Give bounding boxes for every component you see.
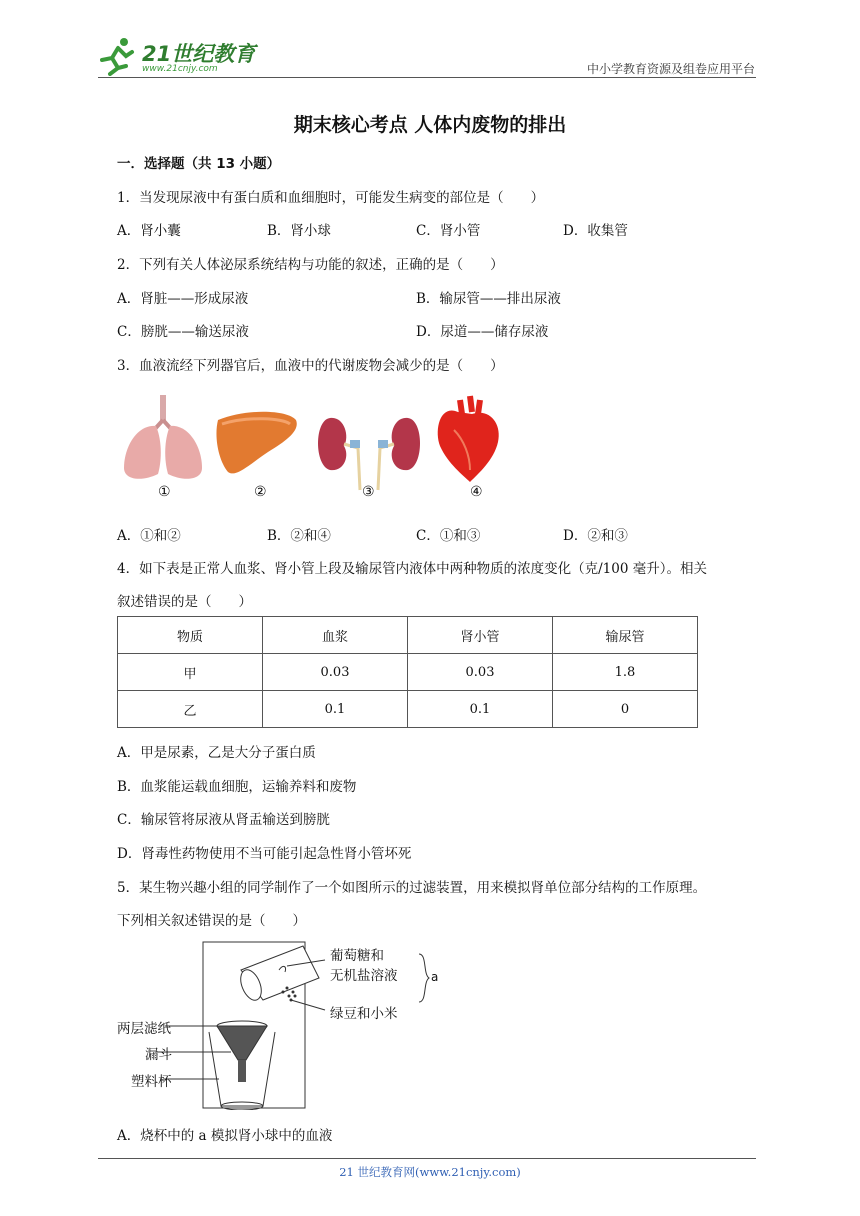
lungs-icon — [124, 395, 202, 479]
label-plastic-cup: 塑料杯 — [131, 1074, 172, 1090]
table-cell: 0.1 — [263, 691, 408, 728]
label-a: a — [431, 970, 439, 984]
table-cell: 0.1 — [408, 691, 553, 728]
liver-icon — [216, 412, 296, 474]
question-1-stem: 1．当发现尿液中有蛋白质和血细胞时，可能发生病变的部位是（ ） — [117, 190, 545, 206]
table-cell: 0.03 — [263, 654, 408, 691]
q3-option-c: C．①和③ — [416, 528, 481, 544]
q2-option-a: A．肾脏——形成尿液 — [117, 291, 249, 307]
heart-icon — [438, 396, 499, 482]
logo-text: 21世纪教育 — [142, 42, 256, 66]
q4-option-a: A．甲是尿素，乙是大分子蛋白质 — [117, 745, 316, 761]
table-row — [118, 691, 698, 728]
table-row — [118, 654, 698, 691]
q1-option-a: A．肾小囊 — [117, 223, 181, 239]
q3-option-a: A．①和② — [117, 528, 181, 544]
q3-option-b: B．②和④ — [267, 528, 331, 544]
question-2-stem: 2．下列有关人体泌尿系统结构与功能的叙述，正确的是（ ） — [117, 257, 504, 273]
q2-option-b: B．输尿管——排出尿液 — [416, 291, 561, 307]
logo-url: www.21cnjy.com — [142, 64, 218, 74]
label-beans: 绿豆和小米 — [330, 1006, 398, 1022]
kidneys-icon — [318, 418, 420, 490]
organ-label-4: ④ — [470, 484, 483, 500]
q3-option-d: D．②和③ — [563, 528, 628, 544]
table-header-row — [118, 617, 698, 654]
filter-apparatus-figure — [115, 940, 445, 1110]
question-5-stem-line2: 下列相关叙述错误的是（ ） — [117, 913, 306, 929]
organ-label-3: ③ — [362, 484, 375, 500]
table-header-cell: 血浆 — [263, 617, 408, 654]
header-divider — [98, 77, 756, 78]
platform-name: 中小学教育资源及组卷应用平台 — [586, 62, 755, 76]
site-logo — [96, 36, 256, 76]
page-title: 期末核心考点 人体内废物的排出 — [293, 114, 567, 136]
beaker-icon — [237, 946, 319, 1003]
question-3-stem: 3．血液流经下列器官后，血液中的代谢废物会减少的是（ ） — [117, 358, 504, 374]
table-header-cell: 输尿管 — [553, 617, 698, 654]
table-cell: 甲 — [118, 654, 263, 691]
table-header-cell: 肾小管 — [408, 617, 553, 654]
question-5-stem-line1: 5．某生物兴趣小组的同学制作了一个如图所示的过滤装置，用来模拟肾单位部分结构的工作原理。 — [117, 880, 707, 896]
table-cell: 0 — [553, 691, 698, 728]
label-solution-line1: 葡萄糖和 — [330, 948, 384, 964]
q1-option-b: B．肾小球 — [267, 223, 331, 239]
table-cell: 乙 — [118, 691, 263, 728]
label-solution-line2: 无机盐溶液 — [330, 968, 398, 984]
q4-option-d: D．肾毒性药物使用不当可能引起急性肾小管坏死 — [117, 846, 412, 862]
table-cell: 0.03 — [408, 654, 553, 691]
organ-label-1: ① — [158, 484, 171, 500]
question-4-stem-line1: 4．如下表是正常人血浆、肾小管上段及输尿管内液体中两种物质的浓度变化（克/100 毫升）。相关 — [117, 561, 707, 577]
q5-option-a: A．烧杯中的 a 模拟肾小球中的血液 — [117, 1128, 333, 1144]
footer-divider — [98, 1158, 756, 1159]
organ-label-2: ② — [254, 484, 267, 500]
table-header-cell: 物质 — [118, 617, 263, 654]
q2-option-c: C．膀胱——输送尿液 — [117, 324, 249, 340]
table-cell: 1.8 — [553, 654, 698, 691]
label-filter-paper: 两层滤纸 — [117, 1021, 171, 1037]
section-heading: 一．选择题（共 13 小题） — [117, 156, 281, 172]
organs-figure — [118, 390, 508, 505]
q1-option-d: D．收集管 — [563, 223, 628, 239]
label-funnel: 漏斗 — [145, 1047, 172, 1063]
q2-option-d: D．尿道——储存尿液 — [416, 324, 549, 340]
q1-option-c: C．肾小管 — [416, 223, 481, 239]
footer-link[interactable]: 21 世纪教育网(www.21cnjy.com) — [339, 1165, 521, 1179]
q4-option-b: B．血浆能运载血细胞，运输养料和废物 — [117, 779, 357, 795]
concentration-table — [117, 616, 698, 728]
question-4-stem-line2: 叙述错误的是（ ） — [117, 594, 252, 610]
q4-option-c: C．输尿管将尿液从肾盂输送到膀胱 — [117, 812, 330, 828]
